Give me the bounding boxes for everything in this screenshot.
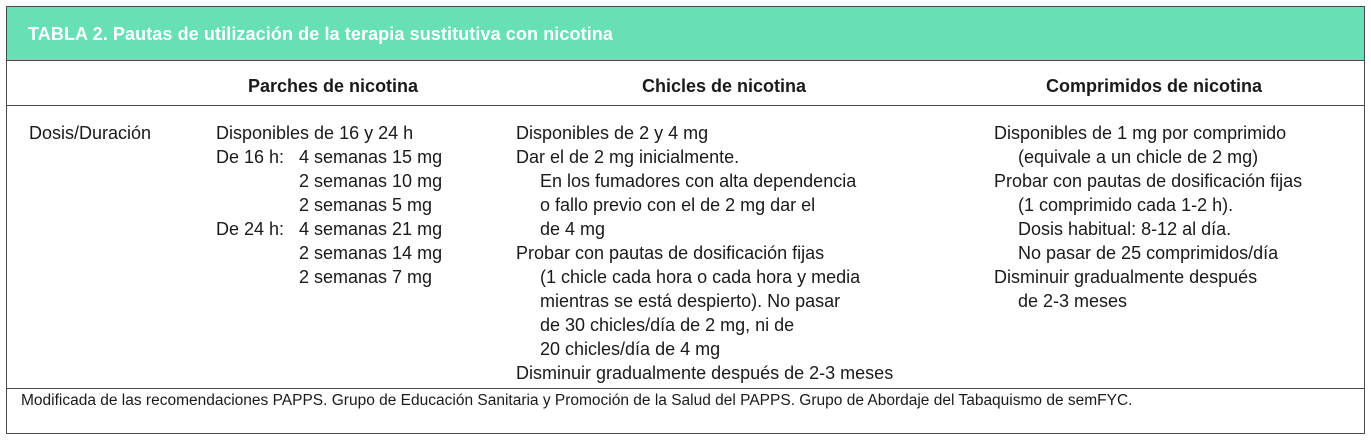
cell-line: Disponibles de 2 y 4 mg (516, 123, 709, 143)
dose-value: 4 semanas 21 mg (299, 219, 443, 239)
cell-line: (1 comprimido cada 1-2 h). (1018, 195, 1234, 215)
cell-parches (216, 121, 442, 289)
dose-value: 4 semanas 15 mg (299, 147, 443, 167)
cell-line: Probar con pautas de dosificación fijas (516, 243, 825, 263)
cell-line: Dar el de 2 mg inicialmente. (516, 147, 740, 167)
table-title-bar (7, 7, 1364, 61)
cell-line: de 30 chicles/día de 2 mg, ni de (540, 315, 795, 335)
cell-chicles (516, 121, 893, 385)
cell-line: de 2-3 meses (1018, 291, 1128, 311)
cell-line: de 4 mg (540, 219, 606, 239)
table-title: TABLA 2. Pautas de utilización de la terapia sustitutiva con nicotina (28, 24, 614, 44)
dosis-row (7, 106, 1364, 389)
cell-line: Disponibles de 1 mg por comprimido (994, 123, 1287, 143)
cell-line: o fallo previo con el de 2 mg dar el (540, 195, 816, 215)
column-header-chicles: Chicles de nicotina (642, 76, 807, 96)
column-header-comprimidos: Comprimidos de nicotina (1046, 76, 1263, 96)
row-label-text: Dosis/Duración (29, 123, 152, 143)
cell-line (216, 145, 442, 169)
column-header-row (7, 61, 1364, 106)
cell-line: 2 semanas 7 mg (299, 267, 433, 287)
dose-label-24h: De 24 h: (216, 219, 285, 239)
table-frame (6, 6, 1365, 434)
cell-line: No pasar de 25 comprimidos/día (1018, 243, 1279, 263)
cell-line: Disminuir gradualmente después (994, 267, 1258, 287)
cell-line: 20 chicles/día de 4 mg (540, 339, 721, 359)
cell-line: (1 chicle cada hora o cada hora y media (540, 267, 861, 287)
row-label (29, 121, 151, 145)
cell-comprimidos (994, 121, 1302, 313)
cell-line: (equivale a un chicle de 2 mg) (1018, 147, 1259, 167)
cell-line: Probar con pautas de dosificación fijas (994, 171, 1303, 191)
cell-line: mientras se está despierto). No pasar (540, 291, 841, 311)
cell-line: 2 semanas 10 mg (299, 171, 443, 191)
cell-line: En los fumadores con alta dependencia (540, 171, 857, 191)
cell-line (216, 217, 442, 241)
column-header-parches: Parches de nicotina (248, 76, 419, 96)
dose-label-16h: De 16 h: (216, 147, 285, 167)
cell-line: 2 semanas 14 mg (299, 243, 443, 263)
cell-line: 2 semanas 5 mg (299, 195, 433, 215)
table-footnote: Modificada de las recomendaciones PAPPS. Grupo de Educación Sanitaria y Promoción de la Salud del PAPPS. Grupo de Abordaje del Tabaquismo de semFYC. (21, 392, 1133, 409)
cell-line: Disminuir gradualmente después de 2-3 meses (516, 363, 894, 383)
cell-line: Disponibles de 16 y 24 h (216, 123, 414, 143)
cell-line: Dosis habitual: 8-12 al día. (1018, 219, 1232, 239)
